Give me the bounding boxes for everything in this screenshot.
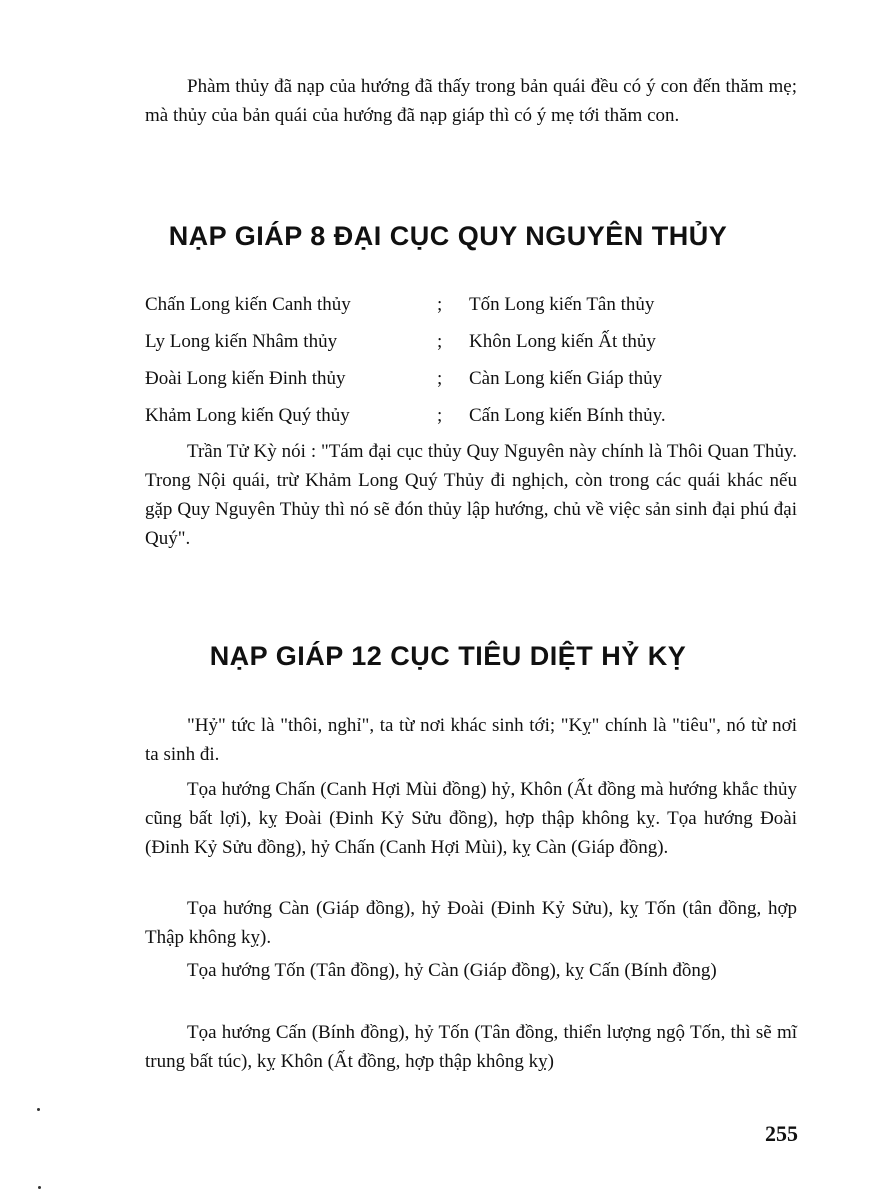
body-paragraph: Tọa hướng Chấn (Canh Hợi Mùi đồng) hỷ, Khôn (Ất đồng mà hướng khắc thủy cũng bất lợi), kỵ Đoài (Đinh Kỷ Sửu đồng), hợp thập không kỵ. Tọa hướng Đoài (Đinh Kỷ Sửu đồng), hỷ Chấn (Canh Hợi Mùi), kỵ Càn (Giáp đồng). bbox=[145, 779, 797, 858]
verse-separator: ; bbox=[437, 404, 443, 426]
verse-right: Càn Long kiến Giáp thủy bbox=[469, 367, 663, 389]
verse-right: Cấn Long kiến Bính thủy. bbox=[469, 404, 666, 426]
verse-right: Khôn Long kiến Ất thủy bbox=[469, 330, 656, 352]
verse-list bbox=[145, 286, 805, 434]
section-heading-quy-nguyen-thuy: NẠP GIÁP 8 ĐẠI CỤC QUY NGUYÊN THỦY bbox=[168, 221, 728, 251]
intro-paragraph: Phàm thủy đã nạp của hướng đã thấy trong bản quái đều có ý con đến thăm mẹ; mà thủy của bản quái của hướng đã nạp giáp thì có ý mẹ tới thăm con. bbox=[145, 76, 797, 126]
verse-line bbox=[145, 323, 805, 360]
body-paragraph: Tọa hướng Tốn (Tân đồng), hỷ Càn (Giáp đồng), kỵ Cấn (Bính đồng) bbox=[187, 960, 717, 981]
definition-paragraph: "Hỷ" tức là "thôi, nghỉ", ta từ nơi khác sinh tới; "Kỵ" chính là "tiêu", nó từ nơi ta sinh đi. bbox=[145, 715, 797, 765]
page-number: 255 bbox=[765, 1121, 798, 1146]
tran-tu-ky-quote: Trần Tử Kỳ nói : "Tám đại cục thủy Quy Nguyên này chính là Thôi Quan Thủy. Trong Nội quái, trừ Khảm Long Quý Thủy đi nghịch, còn trong các quái khác nếu gặp Quy Nguyên Thủy thì nó sẽ đón thủy lập hướng, chủ về việc sản sinh đại phú đại Quý". bbox=[145, 441, 797, 549]
verse-separator: ; bbox=[437, 330, 443, 352]
verse-right: Tốn Long kiến Tân thủy bbox=[469, 293, 655, 315]
verse-left: Đoài Long kiến Đinh thủy bbox=[145, 367, 346, 389]
section-heading-tieu-diet-hy-ky: NẠP GIÁP 12 CỤC TIÊU DIỆT HỶ KỴ bbox=[209, 641, 687, 671]
scan-speck bbox=[38, 1186, 41, 1189]
verse-line bbox=[145, 286, 805, 323]
verse-line bbox=[145, 360, 805, 397]
scan-speck bbox=[37, 1108, 40, 1111]
verse-separator: ; bbox=[437, 293, 443, 315]
body-paragraph: Tọa hướng Cấn (Bính đồng), hỷ Tốn (Tân đồng, thiển lượng ngộ Tốn, thì sẽ mĩ trung bất túc), kỵ Khôn (Ất đồng, hợp thập không kỵ) bbox=[145, 1022, 797, 1072]
body-paragraph: Tọa hướng Càn (Giáp đồng), hỷ Đoài (Đinh Kỷ Sửu), kỵ Tốn (tân đồng, hợp Thập không kỵ). bbox=[145, 898, 797, 948]
verse-left: Ly Long kiến Nhâm thủy bbox=[145, 330, 338, 352]
verse-line bbox=[145, 397, 805, 434]
verse-separator: ; bbox=[437, 367, 443, 389]
verse-left: Khảm Long kiến Quý thủy bbox=[145, 404, 350, 426]
verse-left: Chấn Long kiến Canh thủy bbox=[145, 293, 351, 315]
